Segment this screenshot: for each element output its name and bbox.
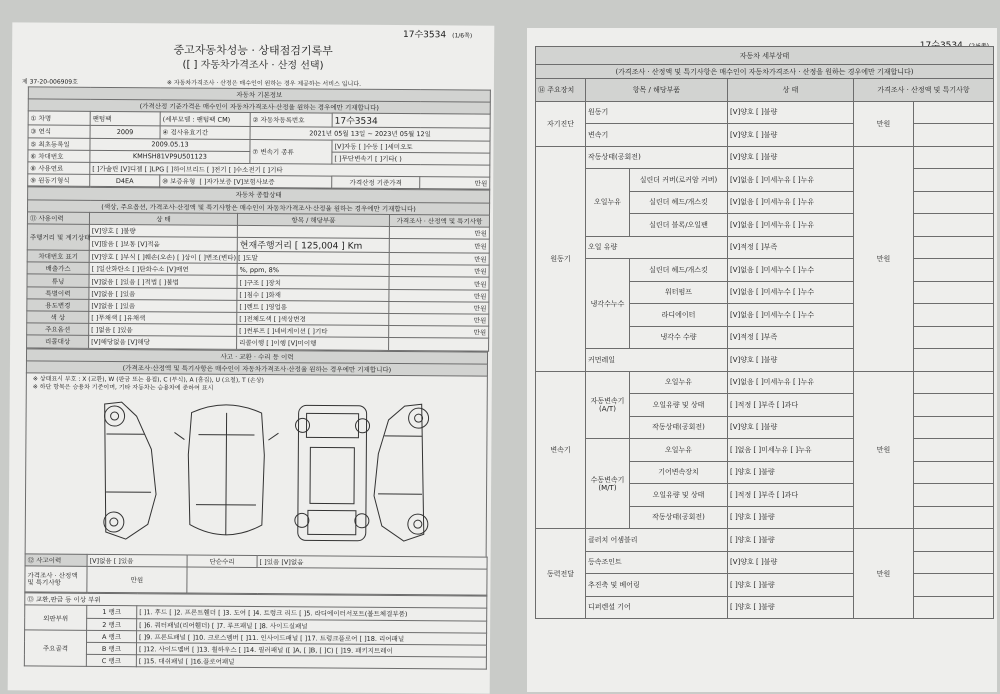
basic-info-guide: (가격산정 기준가격은 매수인이 자동차가격조사·산정을 원하는 경우에만 기재합니다)	[28, 99, 490, 114]
detail-state: [V]없음 [ ]미세누유 [ ]누유	[728, 191, 854, 214]
detail-state: [V]없음 [ ]미세누수 [ ]누수	[728, 304, 854, 327]
value-transmission-b: [ ]무단변속기 [ ]기타( )	[332, 152, 490, 165]
summary-row-item: 리콜이행 [ ]이행 [V]미이행	[237, 337, 389, 350]
right-form	[535, 46, 993, 619]
detail-item: 오일유량 및 상태	[630, 394, 728, 417]
summary-row-name: 차대번호 표기	[27, 250, 89, 263]
summary-row-price: 만원	[389, 265, 489, 278]
page-title: 중고자동차성능 · 상태점검기록부	[173, 43, 333, 58]
detail-title: 자동차 세부상태	[536, 47, 994, 65]
detail-item: 오일 유량	[586, 236, 728, 259]
summary-header-cell: 상 태	[89, 212, 237, 225]
detail-row	[536, 371, 994, 394]
detail-note-cell	[914, 596, 994, 619]
parts-items: [ ]1. 후드 [ ]2. 프론트휀더 [ ]3. 도어 [ ]4. 트렁크 리드 [ ]5. 라디에이터서포트(볼트체결부품)	[137, 606, 487, 621]
form-number: 제 37-20-006909호	[21, 78, 78, 86]
value-engine-type: D4EA	[90, 174, 160, 187]
detail-sub-group: 오일누유	[586, 169, 630, 237]
summary-row-item: [ ]썬루프 [ ]네비게이션 [ ]기타	[237, 325, 389, 338]
detail-state: [V]없음 [ ]미세누수 [ ]누수	[728, 281, 854, 304]
detail-row	[536, 124, 994, 147]
summary-row-price: 만원	[389, 277, 489, 290]
summary-row-name: 색 상	[27, 311, 89, 324]
label-first-reg: ⑤ 최초등록일	[28, 138, 90, 151]
summary-header-cell: ⑪ 사용이력	[27, 212, 89, 225]
detail-state: [V]없음 [ ]미세누유 [ ]누유	[728, 371, 854, 394]
value-accident-price: 만원	[87, 566, 187, 593]
summary-row-price: 만원	[389, 313, 489, 326]
detail-note-cell	[914, 281, 994, 304]
accident-history-table	[24, 553, 487, 595]
detail-item: 클러치 어셈블리	[586, 529, 728, 552]
label-car-name: ① 차명	[28, 111, 90, 125]
detail-state: [V]양호 [ ]불량	[728, 416, 854, 439]
detail-note-cell	[914, 529, 994, 552]
accident-price-blank	[187, 567, 487, 595]
summary-row-price: 만원	[389, 301, 489, 314]
detail-state: [ ]양호 [ ]불량	[728, 529, 854, 552]
summary-row-state: [V]없음 [ ]있음	[89, 299, 237, 312]
detail-price: 만원	[854, 146, 914, 371]
summary-row-state: [V]없음 [ ]있음 [ ]적법 [ ]불법	[89, 275, 237, 288]
detail-row	[536, 596, 994, 619]
summary-row-price: 만원	[389, 226, 489, 239]
basic-info-title: 자동차 기본정보	[28, 87, 490, 102]
label-inspection-period: ④ 검사유효기간	[160, 126, 250, 139]
value-simple-repair: [ ]있음 [V]없음	[257, 555, 487, 569]
detail-group-name: 변속기	[536, 371, 586, 529]
detail-note-cell	[914, 214, 994, 237]
detail-note-cell	[914, 371, 994, 394]
page-subtitle: ([ ] 자동차가격조사 · 산정 선택)	[182, 59, 324, 72]
label-accident-price: 가격조사 · 산정액 및 특기사항	[25, 566, 87, 592]
detail-state: [V]없음 [ ]미세누유 [ ]누유	[728, 214, 854, 237]
detail-item: 실린더 헤드/개스킷	[630, 259, 728, 282]
summary-table	[26, 187, 490, 351]
detail-item: 냉각수 수량	[630, 326, 728, 349]
summary-row-name: 주행거리 및 계기상태	[27, 224, 89, 251]
parts-rank: C 랭크	[86, 654, 136, 667]
label-vin: ⑥ 차대번호	[28, 150, 90, 163]
detail-header-cell: 상 태	[728, 79, 854, 102]
summary-row-state: [ ]일산화탄소 [ ]탄화수소 [V]매연	[89, 263, 237, 276]
label-accident: ⑫ 사고이력	[25, 554, 87, 567]
summary-row-name: 주요옵션	[27, 323, 89, 336]
warranty-type: ⑩ 보증유형 [ ]자가보증 [V]보험사보증	[160, 175, 332, 188]
label-reg-no: ② 자동차등록번호	[250, 113, 332, 128]
value-fuel: [ ]가솔린 [V]디젤 [ ]LPG [ ]하이브리드 [ ]전기 [ ]수소전기 [ ]기타	[90, 162, 490, 177]
detail-header-cell: ⑭ 주요장치	[536, 79, 586, 102]
detail-header	[536, 79, 994, 102]
summary-row-state: [V]없음 [ ]있음	[89, 287, 237, 300]
summary-row-item	[237, 225, 389, 238]
detail-note-cell	[914, 101, 994, 124]
parts-rank: A 랭크	[87, 630, 137, 643]
legend-line: ※ 하단 항목은 승용차 기준이며, 기타 자동차는 승용차에 준하여 표시	[32, 383, 214, 392]
summary-header-cell: 가격조사 · 산정액 및 특기사항	[389, 214, 489, 227]
parts-group: 외판부위	[25, 605, 87, 630]
summary-row-name: 리콜대상	[27, 335, 89, 348]
detail-item: 변속기	[586, 124, 728, 147]
car-right-side-view	[374, 404, 429, 541]
inspection-sheet-page2	[527, 28, 997, 692]
detail-state: [V]없음 [ ]미세누수 [ ]누수	[728, 259, 854, 282]
summary-row-state: [ ]무채색 [ ]유채색	[89, 311, 237, 324]
basic-info-table	[27, 86, 491, 190]
detail-price: 만원	[854, 529, 914, 619]
parts-items: [ ]12. 사이드멤버 [ ]13. 휠하우스 [ ]14. 필러패널 ([ ]A, [ ]B, [ ]C) [ ]19. 패키지트레이	[136, 643, 486, 658]
parts-group: 주요골격	[24, 630, 86, 667]
value-first-reg: 2009.05.13	[90, 138, 250, 151]
left-form	[24, 86, 490, 669]
detail-item: 등속조인트	[586, 551, 728, 574]
detail-note-cell	[914, 506, 994, 529]
parts-row	[24, 654, 486, 669]
accident-title: 사고 · 교환 · 수리 등 이력	[26, 348, 487, 363]
detail-item: 실린더 커버(로커암 커버)	[630, 169, 728, 192]
detail-note-cell	[914, 304, 994, 327]
value-base-price: 만원	[420, 177, 490, 190]
legend-line: ※ 상태표시 부호 : X (교환), W (판금 또는 용접), C (부식), A (흠집), U (요철), T (손상)	[32, 375, 264, 385]
detail-sub-group: 냉각수누수	[586, 259, 630, 349]
label-engine-type: ⑨ 원동기형식	[28, 174, 90, 187]
detail-item: 커먼레일	[586, 349, 728, 372]
parts-rank: B 랭크	[86, 642, 136, 655]
summary-row-name: 튜닝	[27, 274, 89, 287]
detail-guide: (가격조사 · 산정액 및 특기사항은 매수인이 자동차가격조사 · 산정을 원하는 경우에만 기재합니다)	[536, 65, 994, 79]
detail-state: [V]양호 [ ]불량	[728, 101, 854, 124]
summary-row-state: [V]양호 [ ]부식 [ ]훼손(오손) [ ]상이 [ ]변조(변타) [ ]도말	[89, 250, 237, 263]
detail-note-cell	[914, 439, 994, 462]
detail-item: 오일누유	[630, 371, 728, 394]
summary-row-item	[237, 251, 389, 264]
parts-title: ⑬ 교환,판금 등 이상 부위	[25, 593, 487, 608]
detail-price: 만원	[854, 371, 914, 529]
detail-row	[536, 349, 994, 372]
detail-note-cell	[914, 259, 994, 282]
value-car-name: 팬텀팩	[90, 112, 160, 126]
detail-item: 라디에이터	[630, 304, 728, 327]
detail-row	[536, 259, 994, 282]
summary-row-price: 만원	[389, 326, 489, 339]
detail-note-cell	[914, 416, 994, 439]
summary-row-state: [V]많음 [ ]보통 [V]적음	[89, 236, 237, 251]
value-year: 2009	[90, 126, 160, 139]
detail-state: [ ]양호 [ ]불량	[728, 506, 854, 529]
detail-note-cell	[914, 574, 994, 597]
detail-item: 오일유량 및 상태	[630, 484, 728, 507]
detail-note-cell	[914, 349, 994, 372]
parts-items: [ ]15. 대쉬패널 [ ]16.플로어패널	[136, 655, 486, 670]
parts-table	[24, 593, 488, 670]
summary-row-name: 용도변경	[27, 299, 89, 312]
parts-items: [ ]9. 프론트패널 [ ]10. 크로스멤버 [ ]11. 인사이드패널 [ ]17. 트렁크플로어 [ ]18. 리어패널	[137, 630, 487, 645]
value-inspection-period: 2021년 05월 13일 ~ 2023년 05월 12일	[250, 127, 490, 141]
detail-state: [ ]없음 [ ]미세누유 [ ]누유	[728, 439, 854, 462]
inspection-sheet-page1	[8, 22, 495, 693]
summary-row-item: 현재주행거리 [ 125,004 ] Km	[237, 237, 389, 252]
detail-item: 원동기	[586, 101, 728, 124]
summary-row-state: [V]해당없음 [V]해당	[89, 336, 237, 349]
detail-item: 추진축 및 베어링	[586, 574, 728, 597]
detail-state: [V]양호 [ ]불량	[728, 124, 854, 147]
summary-title: 자동차 종합상태	[28, 187, 490, 202]
summary-row-item: %, ppm, 8%	[237, 264, 389, 277]
detail-row	[536, 146, 994, 169]
summary-row-item: [ ]구조 [ ]장치	[237, 276, 389, 289]
value-transmission-a: [V]자동 [ ]수동 [ ]세미오토	[332, 140, 490, 153]
car-left-side-view	[104, 402, 157, 539]
parts-rank: 2 랭크	[87, 618, 137, 631]
detail-row	[536, 169, 994, 192]
value-vin: KMHSH81VP9U501123	[90, 150, 250, 163]
detail-note-cell	[914, 484, 994, 507]
detail-note-cell	[914, 146, 994, 169]
summary-row-name: 배출가스	[27, 262, 89, 275]
summary-row-state: [ ]없음 [ ]있음	[89, 324, 237, 337]
detail-header-cell: 가격조사 · 산정액 및 특기사항	[854, 79, 994, 102]
detail-state: [V]양호 [ ]불량	[728, 551, 854, 574]
car-diagram	[26, 393, 487, 554]
detail-note-cell	[914, 551, 994, 574]
summary-row-price: 만원	[389, 239, 489, 254]
detail-row	[536, 529, 994, 552]
summary-row-item: [ ]렌트 [ ]영업용	[237, 300, 389, 313]
detail-item: 실린더 블록/오일팬	[630, 214, 728, 237]
detail-item: 작동상태(공회전)	[630, 506, 728, 529]
summary-row-price: 만원	[389, 289, 489, 302]
detail-row	[536, 101, 994, 124]
detail-state: [ ]양호 [ ]불량	[728, 461, 854, 484]
detail-note-cell	[914, 326, 994, 349]
detail-row	[536, 551, 994, 574]
value-car-model: (세부모델 : 팬텀팩 CM)	[160, 112, 250, 127]
detail-state: [ ]양호 [ ]불량	[728, 574, 854, 597]
detail-group-name: 자기진단	[536, 101, 586, 146]
label-year: ③ 연식	[28, 125, 90, 138]
service-note: ※ 자동차가격조사 · 산정은 매수인이 원하는 경우 제공하는 서비스 입니다.	[166, 79, 362, 88]
detail-state: [ ]적정 [ ]부족 [ ]과다	[728, 484, 854, 507]
detail-note-cell	[914, 124, 994, 147]
detail-row	[536, 439, 994, 462]
summary-row-item: [ ]전체도색 [ ]색상변경	[237, 312, 389, 325]
detail-table	[535, 46, 994, 619]
parts-rank: 1 랭크	[87, 606, 137, 619]
detail-item: 기어변속장치	[630, 461, 728, 484]
detail-price: 만원	[854, 101, 914, 146]
detail-group-name: 동력전달	[536, 529, 586, 619]
detail-state: [V]적정 [ ]부족	[728, 326, 854, 349]
summary-row-price: 만원	[389, 253, 489, 266]
label-fuel: ⑧ 사용연료	[28, 162, 90, 175]
detail-item: 오일누유	[630, 439, 728, 462]
document-number-page2: 17수3534 (2/6쪽)	[919, 41, 989, 51]
summary-header-cell: 항목 / 해당부품	[237, 213, 389, 226]
value-reg-no: 17수3534	[332, 113, 490, 128]
detail-note-cell	[914, 191, 994, 214]
detail-sub-group: 수동변속기 (M/T)	[586, 439, 630, 529]
summary-row-name: 특별이력	[27, 287, 89, 300]
label-base-price: 가격산정 기준가격	[332, 176, 420, 189]
car-top-view	[174, 404, 279, 535]
detail-state: [V]없음 [ ]미세누유 [ ]누유	[728, 169, 854, 192]
detail-state: [V]양호 [ ]불량	[728, 146, 854, 169]
detail-header-cell: 항목 / 해당부품	[586, 79, 728, 102]
summary-guide: (색상, 주요옵션, 가격조사·산정액 및 특기사항은 매수인이 자동차가격조사·산정을 원하는 경우에만 기재합니다)	[28, 199, 490, 214]
accident-guide: (가격조사·산정액 및 특기사항은 매수인이 자동차가격조사·산정을 원하는 경우에만 기재합니다)	[26, 361, 487, 376]
car-underbody-view	[295, 405, 370, 541]
document-number: 17수3534 (1/6쪽)	[403, 30, 473, 41]
detail-note-cell	[914, 394, 994, 417]
car-diagram-area	[25, 373, 488, 556]
summary-row-item: [ ]침수 [ ]화재	[237, 288, 389, 301]
detail-note-cell	[914, 169, 994, 192]
summary-row-state: [V]양호 [ ]불량	[89, 224, 237, 237]
detail-note-cell	[914, 236, 994, 259]
parts-items: [ ]6. 쿼터패널(리어휀더) [ ]7. 루프패널 [ ]8. 사이드실패널	[137, 618, 487, 633]
label-simple-repair: 단순수리	[187, 555, 257, 568]
detail-group-name: 원동기	[536, 146, 586, 371]
detail-state: [ ]적정 [ ]부족 [ ]과다	[728, 394, 854, 417]
detail-note-cell	[914, 461, 994, 484]
detail-row	[536, 236, 994, 259]
detail-row	[536, 574, 994, 597]
accident-table	[26, 348, 488, 377]
summary-row-price	[389, 338, 489, 351]
detail-item: 워터펌프	[630, 281, 728, 304]
detail-item: 작동상태(공회전)	[630, 416, 728, 439]
detail-sub-group: 자동변속기 (A/T)	[586, 371, 630, 439]
detail-item: 실린더 헤드/개스킷	[630, 191, 728, 214]
detail-state: [ ]양호 [ ]불량	[728, 596, 854, 619]
detail-item: 작동상태(공회전)	[586, 146, 728, 169]
detail-state: [V]양호 [ ]불량	[728, 349, 854, 372]
detail-item: 디퍼렌셜 기어	[586, 596, 728, 619]
label-transmission: ⑦ 변속기 종류	[250, 139, 332, 164]
value-accident: [V]없음 [ ]있음	[87, 554, 187, 567]
detail-state: [V]적정 [ ]부족	[728, 236, 854, 259]
